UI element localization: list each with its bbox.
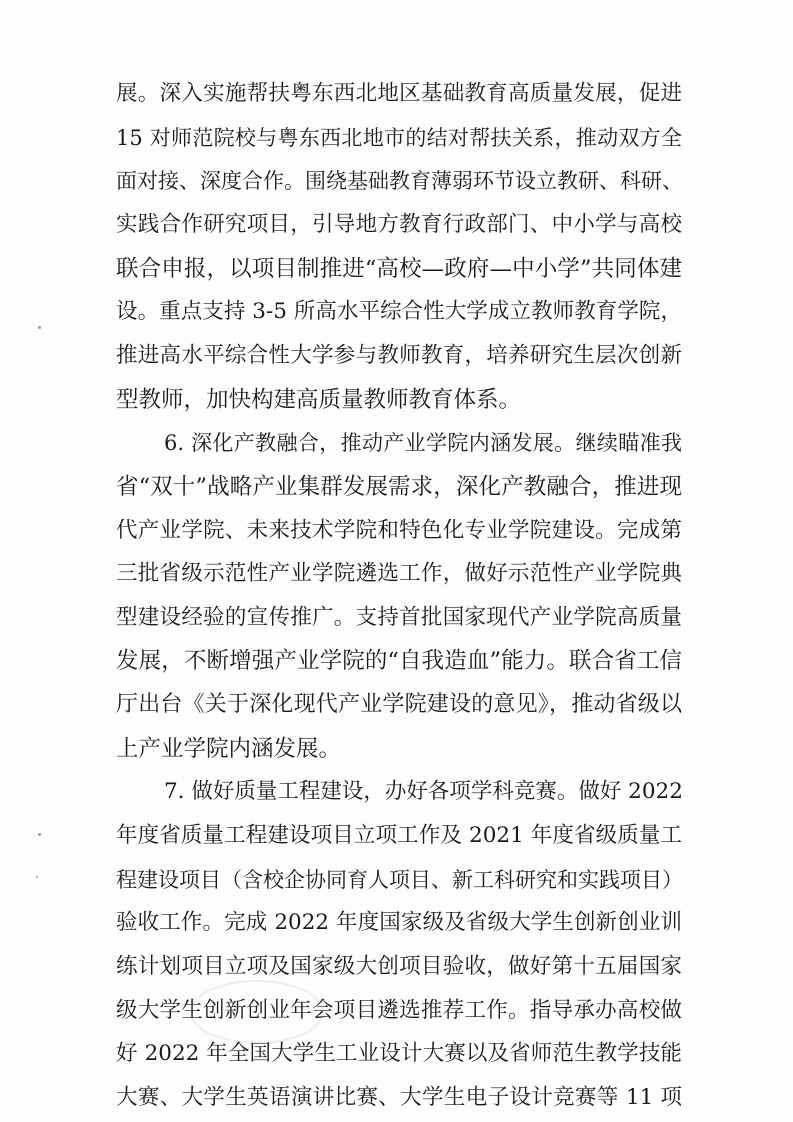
paragraph-line: 联合申报，以项目制推进“高校—政府—中小学”共同体建	[116, 255, 682, 282]
paragraph-line: 15 对师范院校与粤东西北地市的结对帮扶关系，推动双方全	[116, 125, 682, 150]
paragraph-line: 验收工作。完成 2022 年度国家级及省级大学生创新创业训	[116, 910, 682, 936]
paragraph-line: 展。深入实施帮扶粤东西北地区基础教育高质量发展，促进	[116, 81, 682, 106]
paragraph-line: 实践合作研究项目，引导地方教育行政部门、中小学与高校	[116, 211, 682, 237]
paragraph-line: 代产业学院、未来技术学院和特色化专业学院建设。完成第	[116, 517, 682, 543]
paragraph-line: 推进高水平综合性大学参与教师教育，培养研究生层次创新	[116, 342, 682, 368]
paragraph-line: 面对接、深度合作。围绕基础教育薄弱环节设立教研、科研、	[116, 169, 683, 194]
paragraph-line: 发展，不断增强产业学院的“自我造血”能力。联合省工信	[116, 648, 682, 675]
paragraph-line: 练计划项目立项及国家级大创项目验收，做好第十五届国家	[116, 954, 682, 980]
section-heading-line: 7. 做好质量工程建设，办好各项学科竞赛。做好 2022	[164, 779, 683, 805]
scan-speck	[38, 833, 41, 836]
scan-speck	[36, 876, 38, 878]
paragraph-line: 厅出台《关于深化现代产业学院建设的意见》，推动省级以	[116, 692, 682, 718]
scan-speck	[38, 326, 41, 329]
paragraph-line: 大赛、大学生英语演讲比赛、大学生电子设计竞赛等 11 项	[116, 1085, 682, 1110]
section-heading-line: 6. 深化产教融合，推动产业学院内涵发展。继续瞄准我	[164, 431, 682, 456]
paragraph-line: 三批省级示范性产业学院遴选工作，做好示范性产业学院典	[116, 561, 682, 587]
paragraph-line: 型教师，加快构建高质量教师教育体系。	[116, 386, 522, 413]
faint-seal-stamp	[190, 980, 324, 1044]
paragraph-line: 级大学生创新创业年会项目遴选推荐工作。指导承办高校做	[116, 997, 682, 1023]
paragraph-line: 上产业学院内涵发展。	[116, 735, 342, 762]
paragraph-line: 年度省质量工程建设项目立项工作及 2021 年度省级质量工	[116, 823, 682, 849]
paragraph-line: 好 2022 年全国大学生工业设计大赛以及省师范生教学技能	[116, 1041, 682, 1067]
paragraph-line: 型建设经验的宣传推广。支持首批国家现代产业学院高质量	[116, 604, 682, 630]
paragraph-line: 设。重点支持 3-5 所高水平综合性大学成立教师教育学院，	[116, 299, 682, 325]
paragraph-line: 省“双十”战略产业集群发展需求，深化产教融合，推进现	[116, 473, 682, 500]
paragraph-line: 程建设项目（含校企协同育人项目、新工科研究和实践项目）	[116, 867, 683, 892]
